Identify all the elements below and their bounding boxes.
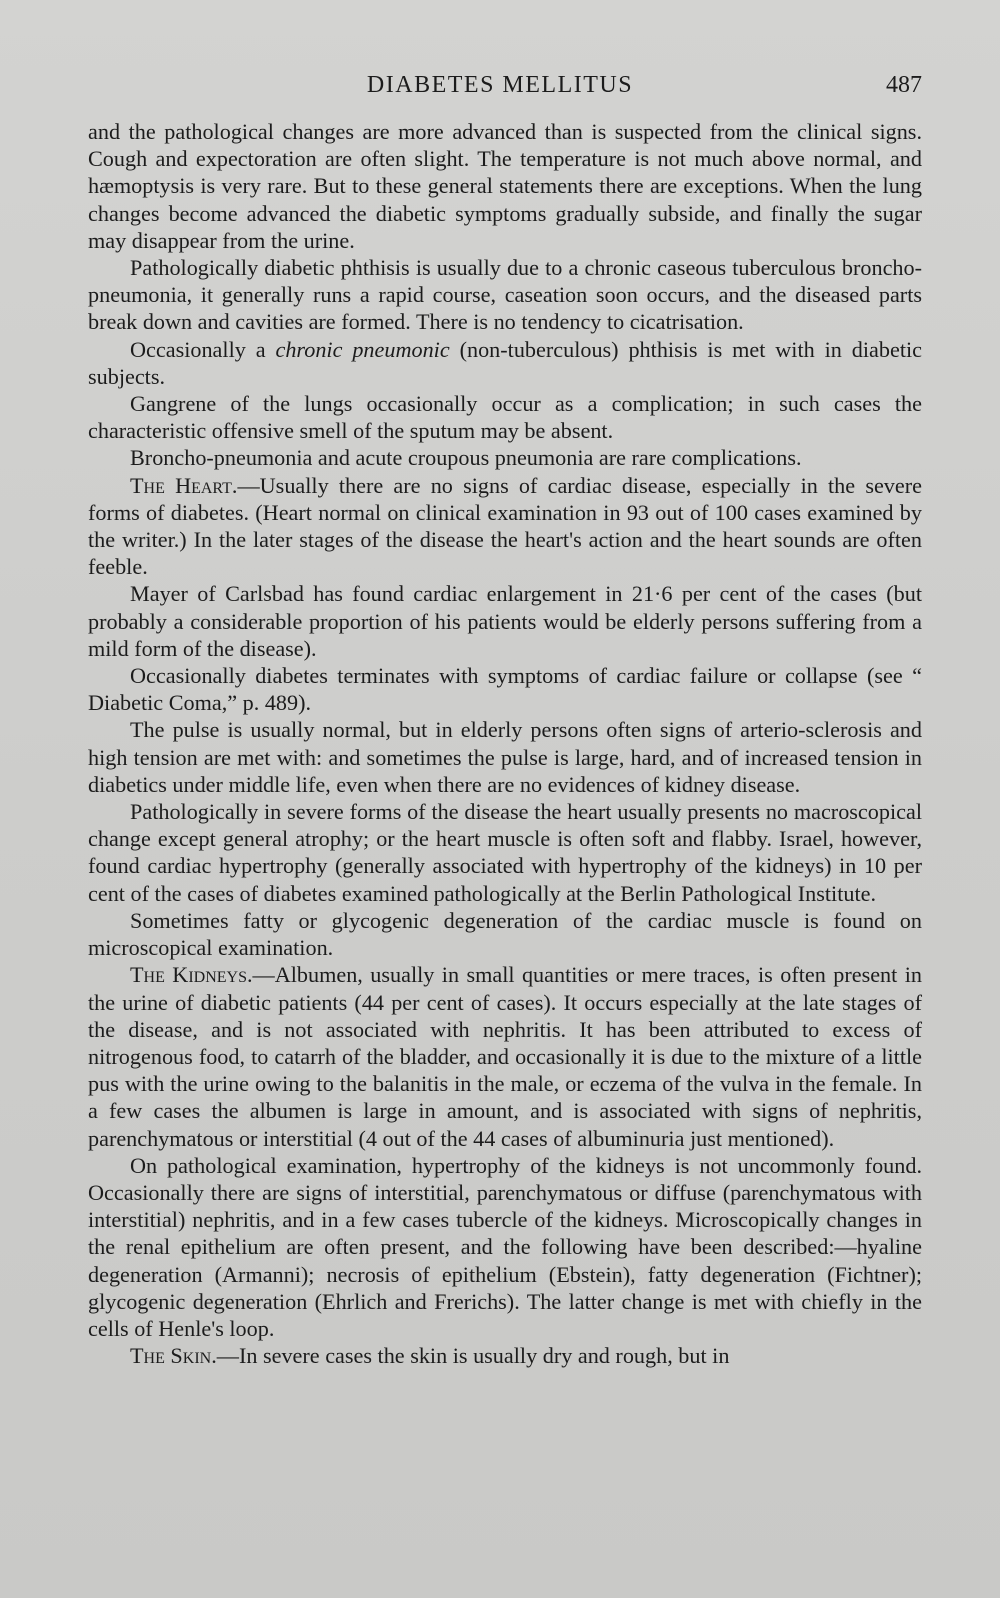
paragraph-diabetic-phthisis: Pathologically diabetic phthisis is usually due to a chronic caseous tuberculous broncho-pneumonia, it generally runs a rapid course, caseation soon occurs, and the diseased parts break down and cavities are formed. There is no tendency to cicatrisation.	[88, 255, 922, 335]
page-number: 487	[886, 72, 922, 98]
paragraph-heart-pathology: Pathologically in severe forms of the disease the heart usually presents no macroscopical change except general atrophy; or the heart muscle is often soft and flabby. Israel, however, found cardiac hypertrophy (generally associated with hypertrophy of the kidneys) in 10 per cent of the cases of diabetes examined pathologically at the Berlin Pathological Institute.	[88, 799, 922, 906]
paragraph-cardiac-failure: Occasionally diabetes terminates with symptoms of cardiac failure or collapse (see “ Diabetic Coma,” p. 489).	[88, 663, 922, 716]
paragraph-the-kidneys: The Kidneys.—Albumen, usually in small quantities or mere traces, is often present in the urine of diabetic patients (44 per cent of cases). It occurs especially at the late stages of the disease, and is not associated with nephritis. It has been attributed to excess of nitrogenous food, to catarrh of the bladder, and occasionally it is due to the mixture of a little pus with the urine owing to the balanitis in the male, or eczema of the vulva in the female. In a few cases the albumen is large in amount, and is associated with signs of nephritis, parenchymatous or interstitial (4 out of the 44 cases of albuminuria just mentioned).	[88, 962, 922, 1151]
running-head	[0, 72, 1000, 102]
paragraph-gangrene: Gangrene of the lungs occasionally occur as a complication; in such cases the characteristic offensive smell of the sputum may be absent.	[88, 391, 922, 444]
paragraph-broncho-pneumonia: Broncho-pneumonia and acute croupous pneumonia are rare complications.	[130, 445, 802, 471]
running-title: DIABETES MELLITUS	[366, 72, 634, 98]
paragraph-fatty-degeneration: Sometimes fatty or glycogenic degeneration of the cardiac muscle is found on microscopical examination.	[88, 907, 922, 961]
section-heading-heart: The Heart.	[130, 472, 238, 498]
paragraph-mayer: Mayer of Carlsbad has found cardiac enlargement in 21·6 per cent of the cases (but probably a considerable proportion of his patients would be elderly persons suffering from a mild form of the disease).	[88, 581, 922, 661]
paragraph-the-skin: The Skin.—In severe cases the skin is usually dry and rough, but in	[130, 1343, 730, 1369]
paragraph-pulse: The pulse is usually normal, but in elderly persons often signs of arterio-sclerosis and high tension are met with: and sometimes the pulse is large, hard, and of increased tension in diabetics under middle life, even when there are no evidences of kidney disease.	[88, 717, 922, 797]
paragraph-the-heart: The Heart.—Usually there are no signs of cardiac disease, especially in the severe forms of diabetes. (Heart normal on clinical examination in 93 out of 100 cases examined by the writer.) In the later stages of the disease the heart's action and the heart sounds are often feeble.	[88, 472, 922, 580]
section-heading-kidneys: The Kidneys.	[130, 962, 253, 988]
paragraph-chronic-pneumonic: Occasionally a chronic pneumonic (non-tuberculous) phthisis is met with in diabetic subjects.	[88, 336, 923, 389]
body-text	[88, 118, 922, 1369]
italic-term: chronic pneumonic	[275, 336, 450, 362]
paragraph-kidney-pathology: On pathological examination, hypertrophy of the kidneys is not uncommonly found. Occasionally there are signs of interstitial, parenchymatous or diffuse (parenchymatous with interstitial) nephritis, and in a few cases tubercle of the kidneys. Microscopically changes in the renal epithelium are often present, and the following have been described:—hyaline degeneration (Armanni); necrosis of epithelium (Ebstein), fatty degeneration (Fichtner); glycogenic degeneration (Ehrlich and Frerichs). The latter change is met with chiefly in the cells of Henle's loop.	[88, 1152, 922, 1341]
paragraph-continuation: and the pathological changes are more advanced than is suspected from the clinical signs. Cough and expectoration are often slight. The temperature is not much above normal, and hæmoptysis is very rare. But to these general statements there are exceptions. When the lung changes become advanced the diabetic symptoms gradually subside, and finally the sugar may disappear from the urine.	[88, 119, 922, 253]
section-heading-skin: The Skin.	[130, 1343, 217, 1369]
